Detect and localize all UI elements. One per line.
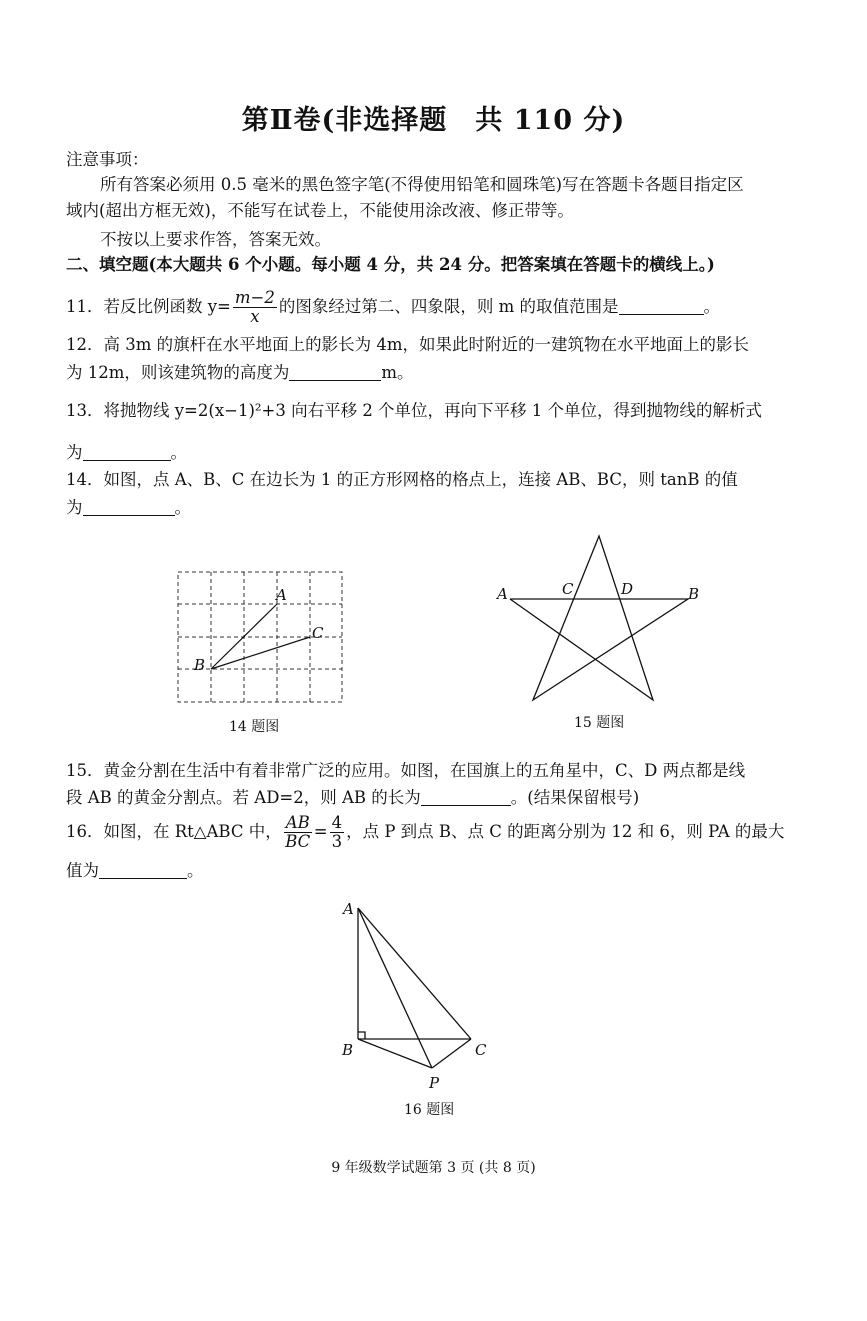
fig14-label-a: A bbox=[276, 586, 287, 604]
q11-prefix: 11．若反比例函数 y= bbox=[66, 297, 231, 316]
q16-suffix: ，点 P 到点 B、点 C 的距离分别为 12 和 6，则 PA 的最大 bbox=[346, 822, 785, 841]
q13-answer-blank bbox=[83, 460, 171, 461]
q11-frac-den: x bbox=[250, 307, 260, 326]
q16-frac-num: AB bbox=[285, 813, 310, 832]
fig16-label-p: P bbox=[429, 1074, 440, 1092]
fig15-label-d: D bbox=[621, 580, 634, 598]
fig14-label-c: C bbox=[312, 624, 324, 642]
fig15-caption: 15 题图 bbox=[574, 715, 625, 731]
q14-line-2 bbox=[66, 497, 191, 519]
q15-line-2-suffix: 。(结果保留根号) bbox=[510, 788, 640, 807]
fig15-label-a: A bbox=[497, 585, 508, 603]
fig15-star bbox=[510, 536, 688, 700]
page-title: 第Ⅱ卷(非选择题 共 110 分) bbox=[241, 105, 626, 136]
q12-line-2-prefix: 为 12m，则该建筑物的高度为 bbox=[66, 363, 290, 382]
q16-fraction-2 bbox=[330, 814, 345, 851]
q12-line-1: 12．高 3m 的旗杆在水平地面上的影长为 4m，如果此时附近的一建筑物在水平地面上的影长 bbox=[66, 335, 750, 354]
question-16 bbox=[66, 812, 784, 852]
q14-line-1: 14．如图，点 A、B、C 在边长为 1 的正方形网格的格点上，连接 AB、BC，则 tanB 的值 bbox=[66, 470, 738, 489]
q15-line-1: 15．黄金分割在生活中有着非常广泛的应用。如图，在国旗上的五角星中，C、D 两点都是线 bbox=[66, 761, 746, 780]
q16-frac2-den: 3 bbox=[331, 832, 343, 851]
fig15-label-b: B bbox=[688, 585, 700, 603]
notice-heading: 注意事项： bbox=[66, 150, 149, 169]
q13-line-2-prefix: 为 bbox=[66, 443, 83, 462]
notice-line-2: 域内(超出方框无效)，不能写在试卷上，不能使用涂改液、修正带等。 bbox=[66, 201, 574, 220]
notice-line-3: 不按以上要求作答，答案无效。 bbox=[100, 230, 331, 249]
q13-line-1: 13．将抛物线 y=2(x−1)²+3 向右平移 2 个单位，再向下平移 1 个单位，得到抛物线的解析式 bbox=[66, 401, 763, 420]
q11-end: 。 bbox=[703, 297, 721, 316]
q15-answer-blank bbox=[421, 805, 511, 806]
question-11 bbox=[66, 287, 720, 327]
q14-line-2-prefix: 为 bbox=[66, 498, 83, 517]
figure-16 bbox=[335, 893, 505, 1098]
q12-line-2 bbox=[66, 362, 414, 384]
q13-line-2-suffix: 。 bbox=[170, 443, 187, 462]
q11-suffix: 的图象经过第二、四象限，则 m 的取值范围是 bbox=[278, 297, 619, 316]
q12-line-2-suffix: m。 bbox=[381, 363, 414, 382]
q16-frac2-num: 4 bbox=[331, 813, 343, 832]
q14-line-2-suffix: 。 bbox=[174, 498, 191, 517]
fig16-caption: 16 题图 bbox=[404, 1102, 455, 1118]
fig16-label-a: A bbox=[343, 900, 354, 918]
q11-frac-num: m−2 bbox=[234, 288, 275, 307]
q16-eq: = bbox=[313, 822, 328, 841]
q16-fraction-1 bbox=[284, 814, 312, 851]
q11-fraction bbox=[233, 289, 277, 326]
fig16-lines bbox=[358, 908, 471, 1068]
fig15-label-c: C bbox=[562, 580, 574, 598]
figure-15 bbox=[490, 528, 710, 708]
q15-line-2-prefix: 段 AB 的黄金分割点。若 AD=2，则 AB 的长为 bbox=[66, 788, 421, 807]
q16-line-2 bbox=[66, 860, 204, 882]
q16-line-2-suffix: 。 bbox=[187, 861, 204, 880]
notice-line-1: 所有答案必须用 0.5 毫米的黑色签字笔(不得使用铅笔和圆珠笔)写在答题卡各题目指定区 bbox=[100, 175, 744, 194]
q14-answer-blank bbox=[83, 515, 175, 516]
fig14-caption: 14 题图 bbox=[229, 719, 280, 735]
fig14-segment-bc bbox=[211, 637, 310, 669]
page-footer: 9 年级数学试题第 3 页 (共 8 页) bbox=[331, 1160, 536, 1176]
q13-line-2 bbox=[66, 442, 187, 464]
q16-prefix: 16．如图，在 Rt△ABC 中， bbox=[66, 822, 282, 841]
figure-14 bbox=[170, 566, 350, 711]
fig14-label-b: B bbox=[194, 656, 206, 674]
section-heading: 二、填空题(本大题共 6 个小题。每小题 4 分，共 24 分。把答案填在答题卡的横线上。) bbox=[66, 255, 715, 274]
q16-answer-blank bbox=[99, 878, 187, 879]
q15-line-2 bbox=[66, 787, 639, 809]
fig16-label-b: B bbox=[342, 1041, 354, 1059]
q11-answer-blank bbox=[619, 314, 704, 315]
q16-line-2-prefix: 值为 bbox=[66, 861, 99, 880]
fig16-label-c: C bbox=[475, 1041, 487, 1059]
q16-frac-den: BC bbox=[285, 832, 311, 851]
q12-answer-blank bbox=[289, 380, 381, 381]
